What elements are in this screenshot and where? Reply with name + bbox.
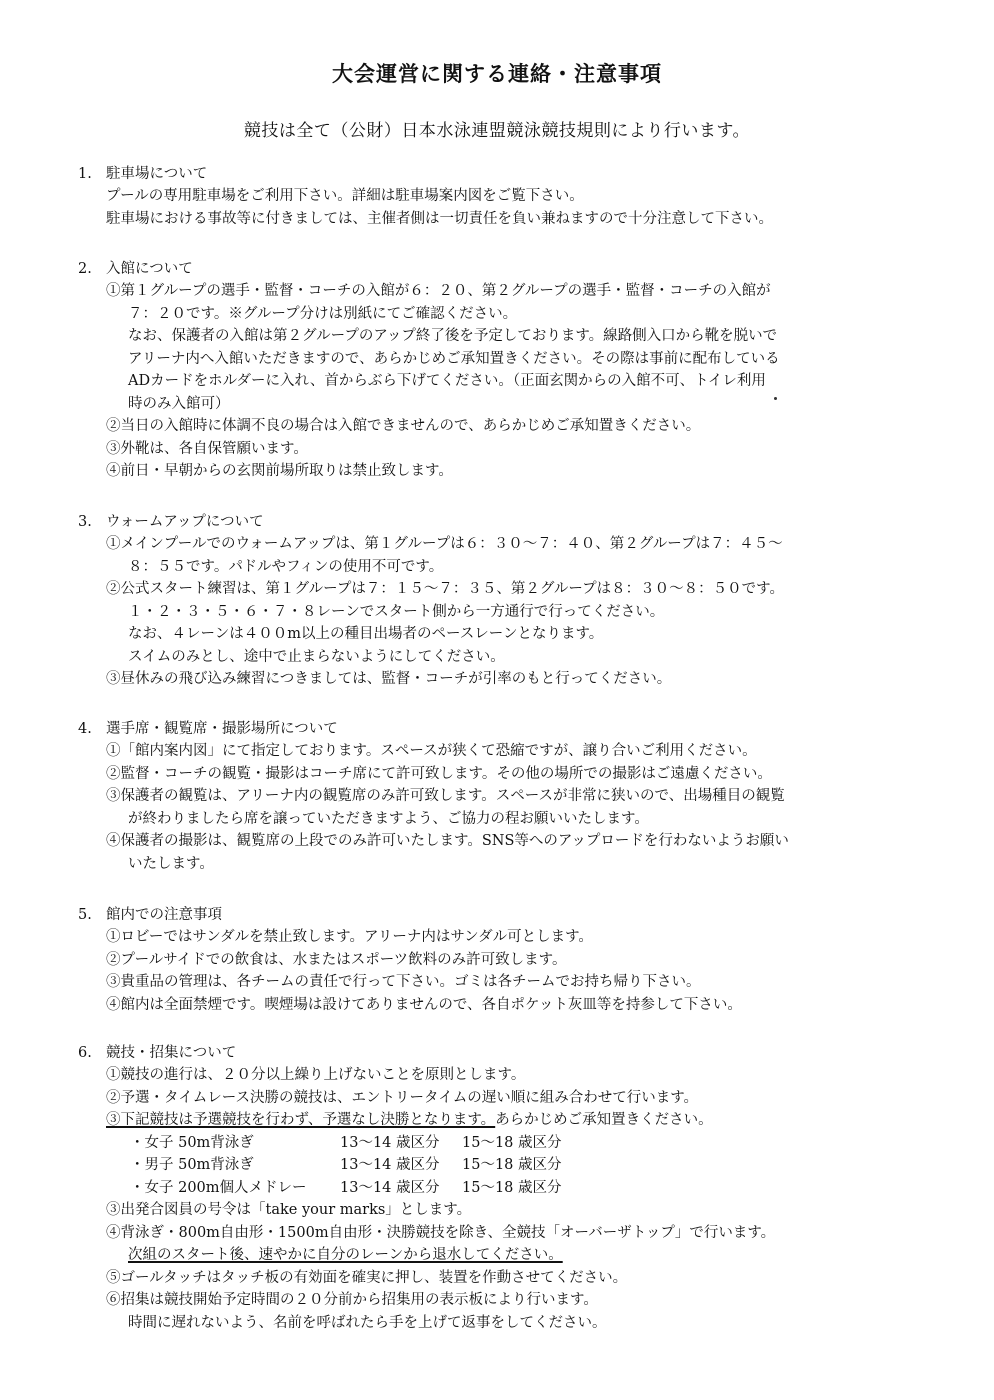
section-heading (78, 258, 958, 280)
section-number: 2. (78, 261, 92, 277)
list-item: ②プールサイドでの飲食は、水またはスポーツ飲料のみ許可致します。 (106, 951, 567, 968)
section-entry (78, 258, 958, 483)
event-row (106, 1132, 958, 1155)
paragraph-line: なお、４レーンは４００m以上の種目出場者のペースレーンとなります。 (128, 626, 604, 642)
list-item (106, 1109, 958, 1132)
list-item: ①競技の進行は、２０分以上繰り上げないことを原則とします。 (106, 1067, 526, 1083)
event-age-group: 13～14 歳区分 (340, 1179, 440, 1196)
underlined-text: 次組のスタート後、速やかに自分のレーンから退水してください。 (128, 1247, 563, 1263)
list-item: ⑥招集は競技開始予定時間の２０分前から招集用の表示板により行います。 (106, 1292, 598, 1308)
underlined-line (106, 1244, 958, 1267)
paragraph-line: １・２・３・５・６・７・８レーンでスタート側から一方通行で行ってください。 (128, 603, 665, 620)
list-item: ②公式スタート練習は、第１グループは７：１５～７：３５、第２グループは８：３０～８：５０です。 (106, 581, 785, 597)
list-item: ①ロビーではサンダルを禁止致します。アリーナ内はサンダル可とします。 (106, 929, 593, 945)
paragraph-line: なお、保護者の入館は第２グループのアップ終了後を予定しております。線路側入口から靴を脱いで (128, 328, 778, 344)
section-number: 6. (78, 1045, 92, 1061)
section-venue-notes (78, 904, 958, 1016)
list-item: ③保護者の観覧は、アリーナ内の観覧席のみ許可致します。スペースが非常に狭いので、出場種目の観覧 (106, 788, 785, 804)
section-warmup (78, 511, 958, 691)
section-heading (78, 718, 958, 740)
paragraph-line: ８：５５です。パドルやフィンの使用不可です。 (128, 558, 444, 575)
section-title: 選手席・観覧席・撮影場所について (106, 721, 338, 737)
section-seating (78, 718, 958, 875)
list-item: ④前日・早朝からの玄関前場所取りは禁止致します。 (106, 463, 453, 479)
event-age-group: 13～14 歳区分 (340, 1157, 440, 1173)
list-item: ⑤ゴールタッチはタッチ板の有効面を確実に押し、装置を作動させてください。 (106, 1269, 628, 1286)
list-item: ③昼休みの飛び込み練習につきましては、監督・コーチが引率のもと行ってください。 (106, 671, 672, 687)
paragraph-line: アリーナ内へ入館いただきますので、あらかじめご承知置きください。その際は事前に配布している (128, 350, 780, 367)
section-heading (78, 904, 958, 926)
section-heading (78, 163, 958, 185)
paragraph-line: 駐車場における事故等に付きましては、主催者側は一切責任を負い兼ねますので十分注意して下さい。 (106, 210, 773, 227)
event-age-group: 15～18 歳区分 (462, 1157, 562, 1173)
section-competition (78, 1042, 958, 1334)
paragraph-line: ADカードをホルダーに入れ、首からぶら下げてください。（正面玄関からの入館不可、トイレ利用 (128, 373, 766, 389)
list-item: ①第１グループの選手・監督・コーチの入館が６：２０、第２グループの選手・監督・コーチの入館が (106, 283, 771, 299)
list-item: ①メインプールでのウォームアップは、第１グループは６：３０～７：４０、第２グループは７：４５～ (106, 536, 783, 552)
paragraph-line: 時間に遅れないよう、名前を呼ばれたら手を上げて返事をしてください。 (128, 1314, 607, 1331)
section-number: 4. (78, 721, 92, 737)
section-title: 館内での注意事項 (106, 907, 222, 923)
paragraph-line: スイムのみとし、途中で止まらないようにしてください。 (128, 648, 505, 665)
list-item: ③出発合図員の号令は「take your marks」とします。 (106, 1202, 472, 1218)
section-parking (78, 163, 958, 230)
section-title: 入館について (106, 261, 193, 277)
section-number: 1. (78, 166, 92, 182)
event-name: ・女子 50m背泳ぎ (130, 1134, 254, 1151)
event-row (106, 1154, 958, 1177)
section-heading (78, 1042, 958, 1064)
section-heading (78, 511, 958, 533)
paragraph-line: 時のみ入館可） (128, 395, 230, 412)
list-item: ②予選・タイムレース決勝の競技は、エントリータイムの遅い順に組み合わせて行います。 (106, 1089, 699, 1106)
event-name: ・男子 50m背泳ぎ (130, 1157, 254, 1173)
section-number: 3. (78, 514, 92, 530)
event-name: ・女子 200m個人メドレー (130, 1179, 307, 1196)
underlined-text: ③下記競技は予選競技を行わず、予選なし決勝となります。 (106, 1112, 496, 1128)
event-age-group: 15～18 歳区分 (462, 1134, 562, 1151)
list-item: ②当日の入館時に体調不良の場合は入館できませんので、あらかじめご承知置きください。 (106, 418, 701, 434)
section-title: 駐車場について (106, 166, 208, 182)
document-subtitle: 競技は全て（公財）日本水泳連盟競泳競技規則により行います。 (243, 121, 751, 141)
document-title: 大会運営に関する連絡・注意事項 (332, 61, 662, 86)
event-age-group: 13～14 歳区分 (340, 1134, 440, 1151)
list-item: ④保護者の撮影は、観覧席の上段でのみ許可いたします。SNS等へのアップロードを行わないようお願い (106, 833, 789, 849)
section-title: 競技・招集について (106, 1045, 237, 1061)
scan-speck (774, 397, 777, 400)
list-item: ④館内は全面禁煙です。喫煙場は設けてありませんので、各自ポケット灰皿等を持参して下さい。 (106, 996, 742, 1013)
list-item-text: あらかじめご承知置きください。 (495, 1112, 713, 1128)
paragraph-line: プールの専用駐車場をご利用下さい。詳細は駐車場案内図をご覧下さい。 (106, 188, 584, 204)
list-item: ③外靴は、各自保管願います。 (106, 440, 308, 457)
paragraph-line: ７：２０です。※グループ分けは別紙にてご確認ください。 (128, 305, 518, 322)
list-item: ④背泳ぎ・800m自由形・1500m自由形・決勝競技を除き、全競技「オーバーザトップ」で行います。 (106, 1224, 776, 1241)
list-item: ②監督・コーチの観覧・撮影はコーチ席にて許可致します。その他の場所での撮影はご遠慮ください。 (106, 765, 772, 782)
paragraph-line: が終わりましたら席を譲っていただきますよう、ご協力の程お願いいたします。 (128, 810, 649, 827)
section-number: 5. (78, 907, 92, 923)
event-age-group: 15～18 歳区分 (462, 1179, 562, 1196)
list-item: ③貴重品の管理は、各チームの責任で行って下さい。ゴミは各チームでお持ち帰り下さい。 (106, 974, 701, 990)
paragraph-line: いたします。 (128, 855, 214, 872)
list-item: ①「館内案内図」にて指定しております。スペースが狭くて恐縮ですが、譲り合いご利用ください。 (106, 743, 757, 759)
section-title: ウォームアップについて (106, 514, 264, 530)
event-row (106, 1177, 958, 1200)
